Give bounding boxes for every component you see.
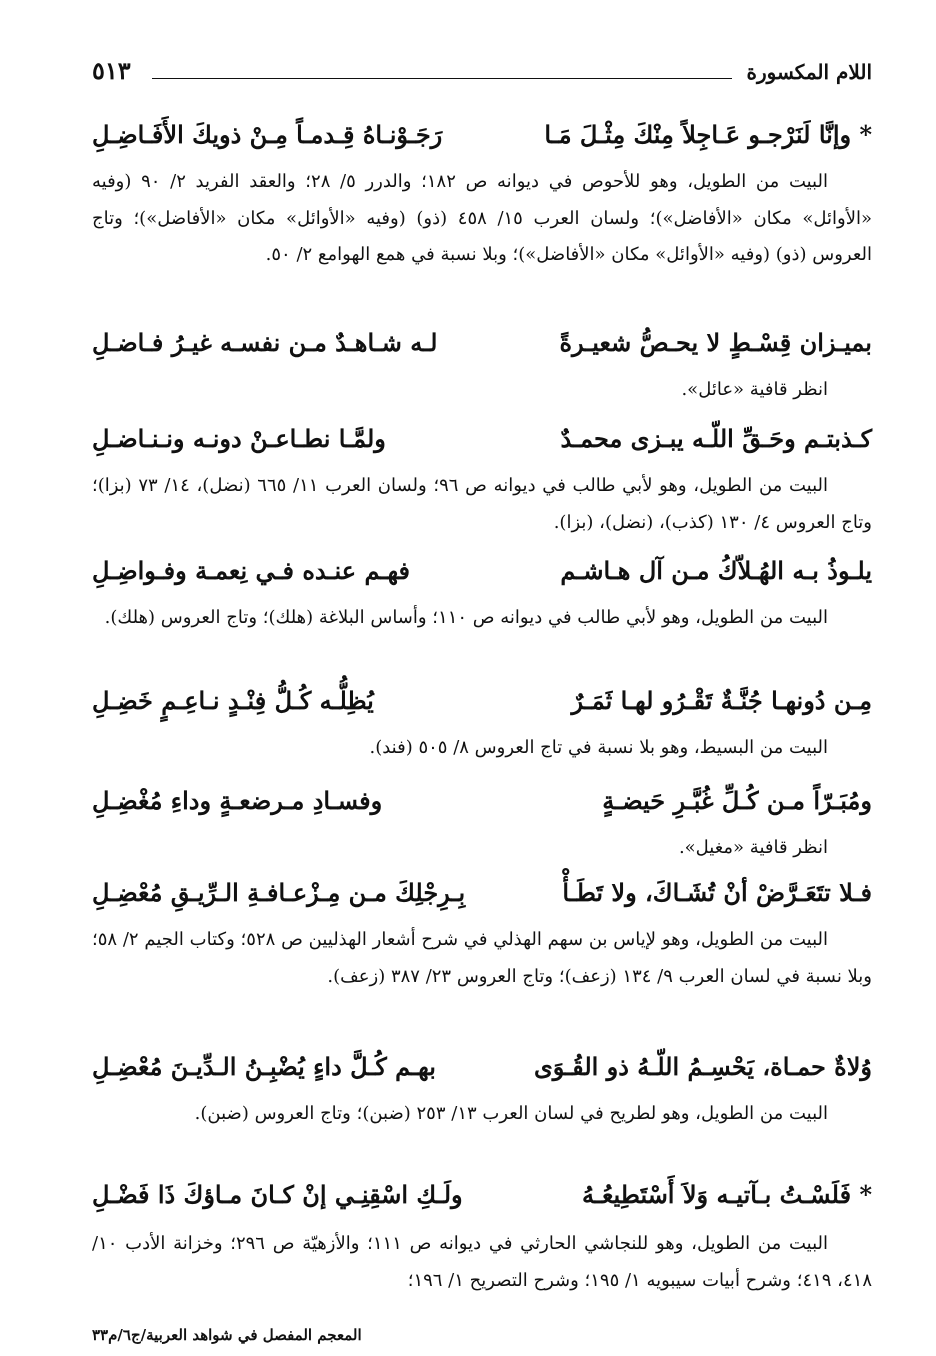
verse-line: [92, 120, 872, 164]
page-header: [92, 56, 872, 90]
verse-note-text: البيت من الطويل، وهو لأبي طالب في ديوانه ص ١١٠؛ وأساس البلاغة (هلك)؛ وتاج العروس (هلك).: [104, 607, 828, 628]
verse-note-text: انظر قافية «مغيل».: [678, 837, 828, 858]
verse-first-hemistich: * فَلَسْـتُ بـآتيـه وَلاَ أَسْتَطِيعُـهُ: [582, 1180, 872, 1209]
verse-note: [92, 372, 872, 409]
verse-second-hemistich: ولمَّـا نطـاعـنْ دونـه ونـنـاضـلِ: [92, 424, 386, 453]
verse-first-hemistich: ومُبَـرّاً مـن كُـلِّ غُبَّـرِ حَيضـةٍ: [602, 786, 872, 815]
verse-line: [92, 686, 872, 730]
verse-second-hemistich: لـه شـاهـدٌ مـن نفسـه غيـرُ فـاضـلِ: [92, 328, 438, 357]
verse-note: [92, 1226, 872, 1299]
verse-note: [92, 468, 872, 541]
verse-note: [92, 730, 872, 767]
verse-first-hemistich: وُلاةٌ حمـاة، يَحْسِـمُ اللّـهُ ذو القُـوَى: [533, 1052, 872, 1081]
verse-second-hemistich: يُظِلُّـه كُـلُّ فِنْـدٍ نـاعِـمٍ خَضِـلِ: [92, 686, 374, 715]
verse-note-text: البيت من الطويل، وهو لطريح في لسان العرب ١٣/ ٢٥٣ (ضبن)؛ وتاج العروس (ضبن).: [194, 1103, 828, 1124]
verse-line: [92, 328, 872, 372]
verse-note: [92, 1096, 872, 1133]
verse-note-text: البيت من البسيط، وهو بلا نسبة في تاج العروس ٨/ ٥٠٥ (فند).: [369, 737, 828, 758]
verse-note: [92, 164, 872, 274]
verse-first-hemistich: مِـن دُونهـا جُنَّـةٌ تَقْـرُو لهـا ثَمَـرٌ: [571, 686, 872, 715]
verse-note-text: البيت من الطويل، وهو للنجاشي الحارثي في ديوانه ص ١١١؛ والأزهيّة ص ٢٩٦؛ وخزانة الأدب ١٠/ ٤١٨، ٤١٩؛ وشرح أبيات سيبويه ١/ ١٩٥؛ وشرح التصريح ١/ ١٩٦؛: [92, 1233, 872, 1291]
verse-first-hemistich: فـلا تتَعَـرَّضْ أنْ تُشَـاكَ، ولا تَطَـأْ: [562, 878, 872, 907]
verse-first-hemistich: بميـزان قِسْـطٍ لا يحـصُّ شعيـرةً: [559, 328, 872, 357]
verse-note-text: البيت من الطويل، وهو للأحوص في ديوانه ص ١٨٢؛ والدرر ٥/ ٢٨؛ والعقد الفريد ٢/ ٩٠ (وفيه «الأوائل» مكان «الأفاضل»)؛ ولسان العرب ١٥/ ٤٥٨ (ذو) (وفيه «الأوائل» مكان «الأفاضل»)؛ وتاج العروس (ذو) (وفيه «الأوائل» مكان «الأفاضل»)؛ وبلا نسبة في همع الهوامع ٢/ ٥٠.: [92, 171, 873, 265]
verse-line: [92, 556, 872, 600]
verse-second-hemistich: بِـرِجْلِكَ مـن مِـزْعـافـةِ الـرِّيـقِ مُعْضِـلِ: [92, 878, 466, 907]
verse-note-text: البيت من الطويل، وهو لأبي طالب في ديوانه ص ٩٦؛ ولسان العرب ١١/ ٦٦٥ (نضل)، ١٤/ ٧٣ (بزا)؛ وتاج العروس ٤/ ١٣٠ (كذب)، (نضل)، (بزا).: [92, 475, 872, 533]
verse-line: [92, 786, 872, 830]
verse-second-hemistich: وفسـادِ مـرضعـةٍ وداءِ مُغْضِـلِ: [92, 786, 383, 815]
verse-line: [92, 1180, 872, 1224]
verse-line: [92, 878, 872, 922]
verse-second-hemistich: فهـم عنـده فـي نِعمـة وفـواضِـلِ: [92, 556, 411, 585]
footer-signature: المعجم المفصل في شواهد العربية/ج٦/م٣٣: [92, 1326, 362, 1344]
chapter-title: اللام المكسورة: [746, 60, 872, 84]
verse-note-text: انظر قافية «عائل».: [681, 379, 828, 400]
verse-note: [92, 600, 872, 637]
verse-line: [92, 424, 872, 468]
verse-note-text: البيت من الطويل، وهو لإياس بن سهم الهذلي في شرح أشعار الهذليين ص ٥٢٨؛ وكتاب الجيم ٢/ ٥٨؛ وبلا نسبة في لسان العرب ٩/ ١٣٤ (زعف)؛ وتاج العروس ٢٣/ ٣٨٧ (زعف).: [92, 929, 872, 987]
verse-second-hemistich: ولَـكِ اسْقِنِـي إنْ كـانَ مـاؤكَ ذَا فَضْـلِ: [92, 1180, 463, 1209]
verse-first-hemistich: * وإنَّا لَنَرْجـو عَـاجِلاً مِنْكَ مِثْـلَ مَـا: [544, 120, 872, 149]
verse-note: [92, 922, 872, 995]
verse-first-hemistich: يلـوذُ بـه الهُـلاّكُ مـن آل هـاشـم: [560, 556, 872, 585]
header-rule: [152, 78, 732, 79]
verse-line: [92, 1052, 872, 1096]
verse-note: [92, 830, 872, 867]
verse-second-hemistich: بهـم كُـلَّ داءٍ يُضْبِـنُ الـدِّيـنَ مُعْضِـلِ: [92, 1052, 436, 1081]
page-footer: [92, 1326, 872, 1350]
verse-second-hemistich: رَجَـوْنـاهُ قِـدمـاً مِـنْ ذويكَ الأَفَـاضِـلِ: [92, 120, 443, 149]
verse-first-hemistich: كـذبتـم وحَـقِّ اللّـه يبـزى محمـدٌ: [560, 424, 872, 453]
page-number: ٥١٣: [92, 56, 131, 85]
